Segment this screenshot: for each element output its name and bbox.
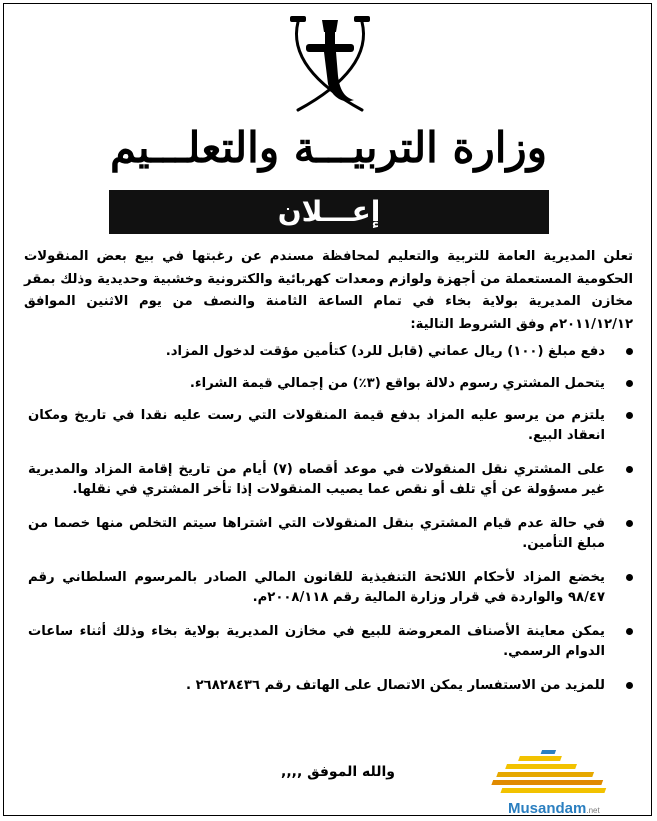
list-item xyxy=(28,676,635,696)
list-item xyxy=(28,514,635,554)
bullet-icon xyxy=(626,520,633,527)
bullet-icon xyxy=(626,348,633,355)
watermark-brand-name: Musandam xyxy=(508,800,587,817)
condition-text: يلتزم من يرسو عليه المزاد بدفع قيمة المنقولات التي رست عليه نقدا في تاريخ ومكان انعقاد البيع. xyxy=(28,408,605,443)
condition-text: يخضع المزاد لأحكام اللائحة التنفيذية للقانون المالي الصادر بالمرسوم السلطاني رقم ٩٨/٤٧ والواردة في قرار وزارة المالية رقم ٢٠٠٨/١١٨م. xyxy=(28,570,605,605)
condition-text: يتحمل المشتري رسوم دلالة بواقع (٣٪) من إجمالي قيمة الشراء. xyxy=(189,376,605,391)
bullet-icon xyxy=(626,380,633,387)
oman-khanjar-emblem-icon xyxy=(284,14,376,116)
announcement-banner: إعـــلان xyxy=(109,190,549,234)
list-item xyxy=(28,568,635,608)
conditions-list xyxy=(28,342,635,696)
list-item xyxy=(28,342,635,362)
condition-text: يمكن معاينة الأصناف المعروضة للبيع في مخازن المديرية بولاية بخاء وذلك أثناء ساعات الدوام الرسمي. xyxy=(28,624,605,659)
closing-line: والله الموفق ,,,, xyxy=(281,764,395,780)
list-item xyxy=(28,460,635,500)
intro-paragraph: تعلن المديرية العامة للتربية والتعليم لمحافظة مسندم عن رغبتها في بيع بعض المنقولات الحكومية المستعملة من أجهزة ولوازم ومعدات كهربائية والكترونية وخشبية وحديدية وذلك بمقر مخازن المديرية بولاية بخاء في تمام الساعة الثامنة والنصف من يوم الاثنين الموافق ٢٠١١/١٢/١٢م وفق الشروط التالية: xyxy=(24,249,633,332)
ministry-title: وزارة التربيـــة والتعلـــيم xyxy=(109,123,547,172)
condition-text: في حالة عدم قيام المشتري بنقل المنقولات التي اشتراها سيتم التخلص منها خصما من مبلغ التأمين. xyxy=(28,516,605,551)
condition-text: على المشتري نقل المنقولات في موعد أقصاه (٧) أيام من تاريخ إقامة المزاد والمديرية غير مسؤولة عن أي تلف أو نقص عما يصيب المنقولات إذا تأخر المشتري في نقلها. xyxy=(28,462,605,497)
bullet-icon xyxy=(626,574,633,581)
bullet-icon xyxy=(626,682,633,689)
bullet-icon xyxy=(626,628,633,635)
list-item xyxy=(28,406,635,446)
list-item xyxy=(28,374,635,394)
condition-text: للمزيد من الاستفسار يمكن الاتصال على الهاتف رقم ٢٦٨٢٨٤٣٦ . xyxy=(186,678,605,693)
bullet-icon xyxy=(626,412,633,419)
watermark-suffix: .net xyxy=(586,806,600,815)
bullet-icon xyxy=(626,466,633,473)
watermark-brand xyxy=(508,800,600,817)
condition-text: دفع مبلغ (١٠٠) ريال عماني (قابل للرد) كتأمين مؤقت لدخول المزاد. xyxy=(165,344,605,359)
list-item xyxy=(28,622,635,662)
